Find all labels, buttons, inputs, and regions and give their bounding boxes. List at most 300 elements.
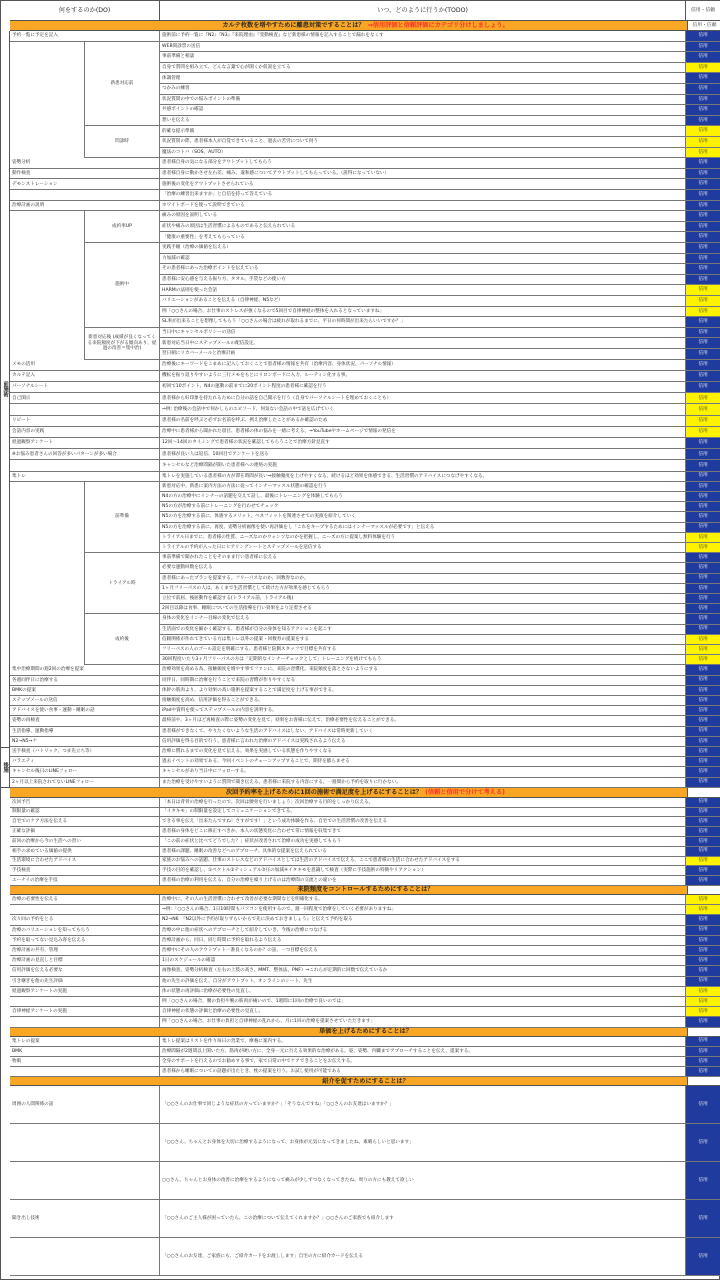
credit-tag: 信用 — [686, 393, 720, 404]
credit-tag: 信用 — [686, 1124, 720, 1162]
credit-tag: 信用 — [686, 460, 720, 471]
section-badge — [687, 1028, 720, 1036]
row-do — [10, 1017, 160, 1027]
section-highlight: ⇒信用評価と信頼評価にカテゴリ分けしましょう。 — [367, 21, 509, 29]
credit-tag: 信用 — [686, 798, 720, 808]
row-todo: 「イタキモ」の制限量を設定してコミュニケーションできてる。 — [160, 808, 686, 818]
row-do: アドバイスを使い食事・運動・睡眠の話 — [10, 706, 160, 716]
header-todo: いつ、どのように行うか(TODO) — [160, 1, 686, 21]
row-todo: 過去イベントの効果である、今回イベントのチェーンアップすることで、期待を膨らませる — [160, 757, 686, 767]
row-todo: 治療の中に他の症状へのアプローチとして紹介していき、今後の治療につなげる — [160, 926, 686, 936]
row-do — [10, 1124, 160, 1162]
row-do — [10, 243, 85, 254]
credit-tag: 信用 — [686, 676, 720, 686]
credit-tag: 信用 — [686, 1238, 720, 1276]
row-todo: 例「○○さんの場合、お仕事の負担と自律神経の乱れから、月に1回の治療を提案させていただきます」 — [160, 1017, 686, 1027]
credit-tag: 信用 — [686, 285, 720, 296]
row-todo: HARMの法則を使った会話 — [160, 285, 686, 296]
row-todo: 患者様に安心感を与える振り方、タオル、手袋などの使い方 — [160, 275, 686, 286]
row-todo: 患者様にあったプランを提案する。フリーパスなのか、回数券なのか。 — [160, 574, 686, 584]
credit-tag: 信用 — [686, 317, 720, 328]
section-header — [10, 886, 720, 895]
row-todo: 新患対応中、新患に案内方法の方法に従ってインナーマッスル状態の確認を行う — [160, 482, 686, 492]
row-todo: 例「○○さんの場合、腰の負担や腕の筋肉が痛いので、1週間に1回の治療で良いのでは」 — [160, 997, 686, 1007]
credit-tag: 信用 — [686, 222, 720, 233]
row-todo: 他の先生の評価を伝え、自分がアウトプット、オンラインのシート、先生 — [160, 977, 686, 987]
row-do — [10, 460, 160, 471]
row-todo: N2→N6 『N2以外に予約が取りずらいからで先に決めておきましょう』と伝えて予約を取る — [160, 915, 686, 925]
row-todo: N4の方の治療中にインナーの話題を交えて話し、最後にトレーニングを体験してもらう — [160, 492, 686, 502]
row-todo: 施術後の変化をアウトプットさせられている — [160, 179, 686, 190]
row-do — [10, 307, 85, 318]
row-todo: 痛みの原因を説明している — [160, 211, 686, 222]
row-do: 治療計画の共有、管理 — [10, 946, 160, 956]
row-todo: 当日中にキャンセルポリシーの送信 — [160, 328, 686, 339]
row-todo: 必要な運動回数を伝える — [160, 563, 686, 573]
credit-tag: 信用 — [686, 757, 720, 767]
row-todo: 例「○○さんの場合、お仕事のストレスが強くなるので5回目で自律神経の整体を入れるとなっていますね」 — [160, 307, 686, 318]
credit-tag: 信用 — [686, 696, 720, 706]
credit-tag: 信用 — [686, 1017, 720, 1027]
row-todo: 12回〜14回のタイミングで患者様の状況を確認してもらうことで治療方針見直す — [160, 438, 686, 449]
row-todo: ○○さん、ちゃんとお身体の改善に治療をするようになって痛みが少しずつなくなってきたね、周りの方にも教えて欲しい — [160, 1162, 686, 1200]
row-do — [10, 222, 85, 233]
credit-tag: 信用 — [686, 338, 720, 349]
row-do — [10, 232, 85, 243]
row-todo: 治療計画から、同日、同じ時間に予約を取れるよう伝える — [160, 936, 686, 946]
credit-tag: 信用 — [686, 905, 720, 915]
credit-tag: 信用 — [686, 727, 720, 737]
row-do — [10, 523, 85, 533]
credit-tag: 信用 — [686, 190, 720, 201]
row-do: キャンセル後日のLINEフォロー — [10, 767, 160, 777]
row-do: 引き継ぎを他の先生評価 — [10, 977, 160, 987]
row-todo: 2回目以降は食事、睡眠についての生活指導を行い効果をより定着させる — [160, 604, 686, 614]
row-todo: SL率が出来ることを想像してもらう「○○さんの場合は疲れが取れるまでに、平日の何時間が出来たらいいですか？」 — [160, 317, 686, 328]
row-do: 物販 — [10, 1057, 160, 1067]
row-do — [10, 1162, 160, 1200]
credit-tag: 信用 — [686, 706, 720, 716]
row-do — [10, 264, 85, 275]
row-todo: 1ヶ月フリーパスの人は、あくまで生活習慣として続けた方が効果を感じてもらう — [160, 584, 686, 594]
credit-tag: 信用 — [686, 604, 720, 614]
row-do: 姿勢の再検査 — [10, 716, 160, 726]
row-todo: 共感ポイントの確認 — [160, 105, 686, 116]
row-do: リピート — [10, 416, 160, 427]
credit-tag: 信用 — [686, 997, 720, 1007]
credit-tag: 信用 — [686, 866, 720, 876]
row-do: 会話内容の実践 — [10, 427, 160, 438]
row-do — [10, 137, 85, 148]
credit-tag: 信用 — [686, 977, 720, 987]
row-do: 相手の求めている価値の提供 — [10, 847, 160, 857]
row-group: 問診時 — [85, 126, 160, 158]
row-todo: 自身で質問を組み立て、どんな言葉で心が開くか仮説を立てる — [160, 63, 686, 74]
section-highlight: (信頼と信用で分けて考える) — [425, 788, 506, 796]
row-todo: 「○○さんのご主人様が困っていたら、この治療について伝えてくれますか？」○○さんのご家族でも紹介します — [160, 1200, 686, 1238]
row-todo: 患者様自身の気になる部分をアウトプットしてもらう — [160, 158, 686, 169]
row-do — [10, 84, 85, 95]
section-title: 紹介を促すためにすることは？ — [322, 1077, 409, 1085]
credit-tag: 信用 — [686, 438, 720, 449]
credit-tag: 信用 — [686, 837, 720, 847]
row-do: 次々回の予約をとる — [10, 915, 160, 925]
row-todo: 「健康の重要性」を考えてもらっている — [160, 232, 686, 243]
row-group: 成約率UP — [85, 211, 160, 243]
credit-tag: 信用 — [686, 876, 720, 886]
credit-tag: 信用 — [686, 574, 720, 584]
row-do — [10, 574, 85, 584]
row-todo: 患者様から好印象を持たれるために自分の話を自己開示を行う（自身でパーソナルシートを埋めておくことも） — [160, 393, 686, 404]
row-do — [10, 594, 85, 604]
section-header — [10, 21, 720, 31]
row-todo: 「本日は背骨の治療を行ったので、次回は腰骨を行いましょう」次回治療する目的をしっかり伝える。 — [160, 798, 686, 808]
credit-tag: 信用 — [686, 349, 720, 360]
row-do: 各週同伴日に治療する — [10, 676, 160, 686]
credit-tag: 信用 — [686, 1007, 720, 1017]
credit-tag: 信用 — [686, 416, 720, 427]
row-do: 予約を取ってない見込み客を伝える — [10, 936, 160, 946]
row-do: N2→N5→ケ — [10, 737, 160, 747]
row-do: カルテ記入 — [10, 371, 160, 382]
row-do — [10, 533, 85, 543]
credit-tag: 信用 — [686, 360, 720, 371]
row-do — [10, 116, 85, 127]
row-do: 治療計画の見直しと目標 — [10, 956, 160, 966]
row-todo: 初回で10ポイント、N4の運動の前までに20ポイント程度の患者様に確認を行う — [160, 382, 686, 393]
credit-tag: 信用 — [686, 987, 720, 997]
credit-tag: 信用 — [686, 328, 720, 339]
row-do — [10, 190, 160, 201]
credit-tag: 信用 — [686, 84, 720, 95]
row-group: 施術中 — [85, 243, 160, 328]
row-todo: 魔法のコトバ（SOS、AUTO） — [160, 148, 686, 159]
row-todo: トライアルの予約が入った日にヒアリングシートとステップメールを送信する — [160, 543, 686, 553]
section-title: 次回予約率を上げるために1回の施術で満足度を上げるにすることは？ — [225, 788, 423, 796]
credit-tag: 信用 — [686, 296, 720, 307]
credit-tag: 信用 — [686, 371, 720, 382]
row-todo: ⇒例：「○○さんの場合、1日10時間もパソコンを使用するので、週一回程度で治療をしていく必要がありますね」 — [160, 905, 686, 915]
row-do: 信用評価を伝える必要な — [10, 966, 160, 976]
row-do: 姿勢分析 — [10, 158, 160, 169]
row-todo: 「○○さんのお仕事で同じような症状の方っていますか？」「そうなんですね」「○○さんのお友達はいますか？」 — [160, 1086, 686, 1124]
row-do — [10, 625, 85, 635]
row-todo: 「この前の症状と比べてどうでした？」症状が改善されて治療の成功を実感してもらう — [160, 837, 686, 847]
credit-tag: 信用 — [686, 512, 720, 522]
row-todo: N5の方を治療する前に、再度、姿勢分析画像を使い再評価をし「これをキープするためにはインナーマッスルが必要です」と伝える — [160, 523, 686, 533]
row-do — [10, 905, 160, 915]
row-group: 新患対応前 — [85, 42, 160, 127]
row-do — [10, 553, 85, 563]
credit-tag: 信用 — [686, 275, 720, 286]
row-todo: 家族のお悩みへの話題、仕事のストレスなどのアドバイスとしては生活のアドバイスで伝える、ここで患者様の生活に合わせたアドバイスをする — [160, 857, 686, 867]
row-do: 動作検査 — [10, 169, 160, 180]
row-do — [10, 997, 160, 1007]
row-do: 制限量の確認 — [10, 808, 160, 818]
row-todo: 想いを伝える — [160, 116, 686, 127]
row-do: 集トレの提案 — [10, 1037, 160, 1047]
credit-tag: 信用 — [686, 936, 720, 946]
credit-tag: 信用 — [686, 553, 720, 563]
row-do — [10, 563, 85, 573]
row-do — [10, 52, 85, 63]
row-do: メモの活用 — [10, 360, 160, 371]
credit-tag: 信用 — [686, 946, 720, 956]
row-do — [10, 1238, 160, 1276]
row-do: 経過観察アンケートの実施 — [10, 987, 160, 997]
row-do — [10, 95, 85, 106]
row-todo: フリーパスの人のゴール設定を明確にする、患者様と院側スタッフで目標を共有する — [160, 645, 686, 655]
row-todo: 手技の目的を確認し、①ペクトル②ティシュアル③圧の加減④イタキモを意識して検査（実際に手技施術の特徴やリアクション） — [160, 866, 686, 876]
row-do: パーソナルシート — [10, 382, 160, 393]
credit-tag: 信用 — [686, 635, 720, 645]
row-todo: 画像検査、姿勢分析検査（左右の上肢の高さ、MMT、整体法、PNF）⇒これらが定期的に回数で伝えているか — [160, 966, 686, 976]
credit-tag: 信用 — [686, 95, 720, 106]
credit-tag: 信用 — [686, 179, 720, 190]
row-todo: 接触頻度を高め、信用評価を得ることができる。 — [160, 696, 686, 706]
row-do — [10, 148, 85, 159]
credit-tag: 信用 — [686, 716, 720, 726]
row-todo: 生活面での変化を細かく確認する、患者様が自分の身体を知るアクションを起こす — [160, 625, 686, 635]
credit-tag: 信用 — [686, 116, 720, 127]
row-do: BMK — [10, 1047, 160, 1057]
section-title: 来院頻度をコントロールするためにすることは？ — [297, 886, 434, 894]
credit-tag: 信用 — [686, 686, 720, 696]
row-do — [10, 285, 85, 296]
credit-tag: 信用 — [686, 808, 720, 818]
credit-tag: 信用 — [686, 158, 720, 169]
credit-tag: 信用 — [686, 1200, 720, 1238]
row-do: デモンストレーション — [10, 179, 160, 190]
row-todo: できる事を伝え「出来たんですね！さすがです！」という成功体験を作る。自宅での生活習慣の改善を伝える — [160, 817, 686, 827]
credit-tag: 信用 — [686, 523, 720, 533]
credit-tag: 信用 — [686, 778, 720, 788]
row-todo: 治療間隔が2週間以上開いた方、筋肉が硬い方に、全身一元に行える効果的な治療がある。姿、姿勢、内臓までアプローチすることを伝え、提案する。 — [160, 1047, 686, 1057]
row-todo: 体の状態の再評価に治療が必要性の見直し。 — [160, 987, 686, 997]
row-do — [10, 584, 85, 594]
row-todo: キャンセルがあり当日中にフォローする。 — [160, 767, 686, 777]
row-todo: ⇒例: 治療後の会話中で何かしらのエピソード、何気ない会話の中で話を広げていく — [160, 404, 686, 415]
row-do — [10, 317, 85, 328]
row-do: 前回の治療から今の生活への習い — [10, 837, 160, 847]
credit-tag: 信用 — [686, 211, 720, 222]
credit-tag: 信用 — [686, 404, 720, 415]
row-do — [10, 512, 85, 522]
row-do — [10, 614, 85, 624]
row-do: 自宅でのケア方法を伝える — [10, 817, 160, 827]
row-do: 正確な評価 — [10, 827, 160, 837]
row-todo: 治療に慣れるまでの変化を見て伝える。効果を実感している状態を作りやすくなる — [160, 747, 686, 757]
row-todo: バリエーションがあることを伝える（自律神経、N5など） — [160, 296, 686, 307]
phase-after: 後施 — [1, 748, 10, 788]
row-do — [10, 126, 85, 137]
row-do — [10, 604, 85, 614]
row-do: 集トレ — [10, 472, 160, 482]
row-do — [10, 655, 85, 665]
credit-tag: 信用 — [686, 827, 720, 837]
section-badge: 信用・信頼 — [687, 21, 720, 30]
row-todo: 信頼関係が作れてきている方は集トレ以外の提案・回数券の提案をする — [160, 635, 686, 645]
row-todo: ホワイトボードを使って説明できている — [160, 201, 686, 212]
credit-tag: 信用 — [686, 201, 720, 212]
credit-tag: 信用 — [686, 915, 720, 925]
credit-tag: 信用 — [686, 857, 720, 867]
row-todo: N5の方を治療する前に、体感するメリット、ベネフィットを関連させての実演を紹介していく — [160, 512, 686, 522]
credit-tag: 信用 — [686, 126, 720, 137]
row-todo: 施術前に予約一覧に『N2』『N3』『来院理由』『変動検査』など新患様の情報を記入することで漏れをなくす — [160, 31, 686, 42]
credit-tag: 信用 — [686, 665, 720, 675]
credit-tag: 信用 — [686, 563, 720, 573]
row-todo: 身体の変化をインナー目線の変化で伝える — [160, 614, 686, 624]
credit-tag: 信用 — [686, 956, 720, 966]
row-todo: 患者様の課題、睡眠の改善などへのアプローチ、具体的な提案を伝えられている — [160, 847, 686, 857]
row-todo: 治療後にキーワードをこまめに記入しておくことで患者様の情報を共有（治療内容、身体状況、パーソナル情報） — [160, 360, 686, 371]
credit-tag: 信用 — [686, 1086, 720, 1124]
credit-tag: 信用 — [686, 895, 720, 905]
credit-tag: 信用 — [686, 1037, 720, 1047]
credit-tag: 信用 — [686, 543, 720, 553]
row-do — [10, 42, 85, 53]
credit-tag: 信用 — [686, 264, 720, 275]
credit-tag: 信用 — [686, 449, 720, 460]
credit-tag: 信用 — [686, 655, 720, 665]
row-todo: 治療効果を高める為、接触頻度を増やす事でファンに、来院の習慣化。来院頻度を落とさないようにする — [160, 665, 686, 675]
row-do: 予約一覧に予定を記入 — [10, 31, 160, 42]
header-tag: 信用・信頼 — [686, 1, 720, 21]
credit-tag: 信用 — [686, 502, 720, 512]
row-do — [10, 349, 85, 360]
row-do — [10, 482, 85, 492]
row-do — [10, 338, 85, 349]
section-badge — [687, 788, 720, 797]
phase-before: 前施術 — [1, 31, 10, 748]
row-do: 自己開示 — [10, 393, 160, 404]
credit-tag: 信用 — [686, 966, 720, 976]
header-do: 何をするのか(DO) — [10, 1, 160, 21]
row-do: 経過観察アンケート — [10, 438, 160, 449]
section-header — [10, 1077, 720, 1086]
row-todo: 機転を振り返りやすいように三行メモをもとにリロンボードに入力、ルーティン化する事。 — [160, 371, 686, 382]
row-do: 周囲の人間関係の話 — [10, 1086, 160, 1124]
credit-tag: 信用 — [686, 482, 720, 492]
row-todo: 患者様ができなくて、やりたくないような生活のアドバイスはしない、アドバイスは常時更新していく — [160, 727, 686, 737]
row-do — [10, 275, 85, 286]
credit-tag: 信用 — [686, 1162, 720, 1200]
row-todo: 「○○さんのお友達、ご家族にも、ご紹介カードをお渡しします」自宅の方に紹介カードを伝える — [160, 1238, 686, 1276]
row-do — [10, 492, 85, 502]
row-todo: 集トレを実施している患者様の方が滞在時間が長い⇒接触頻度を上げやすくなる、続けるほど効果を体感できる、生活習慣のアドバイスにつなげやすくなる。 — [160, 472, 686, 482]
row-do: 治療の必要性を伝える — [10, 895, 160, 905]
row-group: 前準備 — [85, 482, 160, 553]
row-todo: 患者様から睡眠についての話題が出たとき、枕の提案を行う。お試し使用が可能である — [160, 1067, 686, 1077]
credit-tag: 信用 — [686, 926, 720, 936]
credit-tag: 信用 — [686, 105, 720, 116]
row-do — [10, 254, 85, 265]
credit-tag: 信用 — [686, 584, 720, 594]
credit-tag: 信用 — [686, 645, 720, 655]
credit-tag: 信用 — [686, 169, 720, 180]
credit-tag: 信用 — [686, 847, 720, 857]
row-todo: 状況質問の中での悩みポイントの準備 — [160, 95, 686, 106]
row-do: ステップメールの送信 — [10, 696, 160, 706]
row-todo: 「治療の練習出来ますか」と自信を持って答えている — [160, 190, 686, 201]
row-do — [10, 105, 85, 116]
row-do — [10, 543, 85, 553]
row-do: エーナイの治療を手技 — [10, 876, 160, 886]
row-todo: 実践手順（治療の価値を伝える） — [160, 243, 686, 254]
row-todo: 1日のスケジュールの確認 — [160, 956, 686, 966]
row-todo: 自律神経の状態の評価と治療の必要性の見直し。 — [160, 1007, 686, 1017]
credit-tag: 信用 — [686, 73, 720, 84]
row-todo: iPadや資料を使ってステップメールの内容を説明する。 — [160, 706, 686, 716]
row-todo: 体調管理 — [160, 73, 686, 84]
row-group: 成約後 — [85, 614, 160, 665]
row-todo: その患者様にあった治療ポイントを伝えている — [160, 264, 686, 275]
row-todo: 翌日朝にリカバーメールと治療計画 — [160, 349, 686, 360]
row-do: 生活指導、運動指導 — [10, 727, 160, 737]
row-todo: 最終前や、3ヶ月ほど再検査の際に姿勢の変化を見て、効果をお客様に伝えて、治療必要性を伝えることができる。 — [160, 716, 686, 726]
row-todo: 患者様の治療の利用を伝える、自分の治療を繰り上げるのは治療間の交流との違いを — [160, 876, 686, 886]
row-do — [10, 73, 85, 84]
section-badge — [687, 1077, 720, 1085]
row-todo: 患者様が良い人は返信、10回目でアンケートを送る — [160, 449, 686, 460]
row-todo: キャンセルなど治療間隔が開いた患者様への連絡の実施 — [160, 460, 686, 471]
row-todo: 新患対応当日中にステップメールの配信設定。 — [160, 338, 686, 349]
row-todo: トライアル日までに、患者様の性質、ニーズなのかウォンツなのかを把握し、ニーズの方に提案し無料体験を行う — [160, 533, 686, 543]
row-do — [10, 328, 85, 339]
row-todo: N5の方が治療する前にトレーニングを行わせてチェック — [160, 502, 686, 512]
credit-tag: 信用 — [686, 1067, 720, 1077]
credit-tag: 信用 — [686, 737, 720, 747]
row-do: ※お悩み患者さんの回答が多いパターンが多い場合 — [10, 449, 160, 460]
section-header — [10, 788, 720, 798]
row-do: 聞き出し技術 — [10, 1200, 160, 1238]
row-todo: 治療中に、その人の生活習慣に合わせて改善が必要な期間などを明確化する。 — [160, 895, 686, 905]
row-do: 次回予告 — [10, 798, 160, 808]
row-todo: 症状や痛みの原因は生活習慣によるものであると伝えられている — [160, 222, 686, 233]
credit-tag: 信用 — [686, 307, 720, 318]
section-badge — [687, 886, 720, 894]
credit-tag: 信用 — [686, 243, 720, 254]
credit-tag: 信用 — [686, 427, 720, 438]
row-todo: つかみの練習 — [160, 84, 686, 95]
credit-tag: 信用 — [686, 232, 720, 243]
credit-tag: 信用 — [686, 137, 720, 148]
credit-tag: 信用 — [686, 594, 720, 604]
row-todo: 信用評価を得る目的で行う。患者様に言われた治療のアドバイスは実践されるよう伝える — [160, 737, 686, 747]
credit-tag: 信用 — [686, 52, 720, 63]
section-title: 単価を上げるためにすることは？ — [319, 1028, 412, 1036]
row-do: 治療のバリエーションを知ってもらう — [10, 926, 160, 936]
credit-tag: 信用 — [686, 472, 720, 482]
row-todo: 患者様自身に動かさせ左右差、痛み、違和感についてアウトプットしてもらっている。（説得になっていない） — [160, 169, 686, 180]
row-do: 送手検査（バトリック、つま先立ち等） — [10, 747, 160, 757]
credit-tag: 信用 — [686, 767, 720, 777]
credit-tag: 信用 — [686, 817, 720, 827]
row-do — [10, 211, 85, 222]
row-todo: 治療中に患者様から聞かれた項目、患者様の体の悩みを一緒に考える、⇒YouTubeやホームページで情報の発信を — [160, 427, 686, 438]
row-todo: 体幹の筋肉より、より効果の高い施術を提案することで満足度を上げる事ができる。 — [160, 686, 686, 696]
row-todo: 30回程度いたり3ヶ月フリーパスの方は「定期的なインナーチェックとして」トレーニングを続けてもらう — [160, 655, 686, 665]
credit-tag: 信用 — [686, 31, 720, 42]
row-todo: 事前準備で聞かれたことをそのまま行い患者様に伝える — [160, 553, 686, 563]
row-do: 自律神経アンケートの実施 — [10, 1007, 160, 1017]
credit-tag: 信用 — [686, 492, 720, 502]
row-do: BMKの提案 — [10, 686, 160, 696]
row-todo: 患者様の身体をどこに修正すべきか、本人の状態変化に合わせて常に情報を収集できて — [160, 827, 686, 837]
row-todo: 立位で前屈、後屈動作を確認する(トライアル前、トライアル後) — [160, 594, 686, 604]
row-todo: 事前準備と相談 — [160, 52, 686, 63]
